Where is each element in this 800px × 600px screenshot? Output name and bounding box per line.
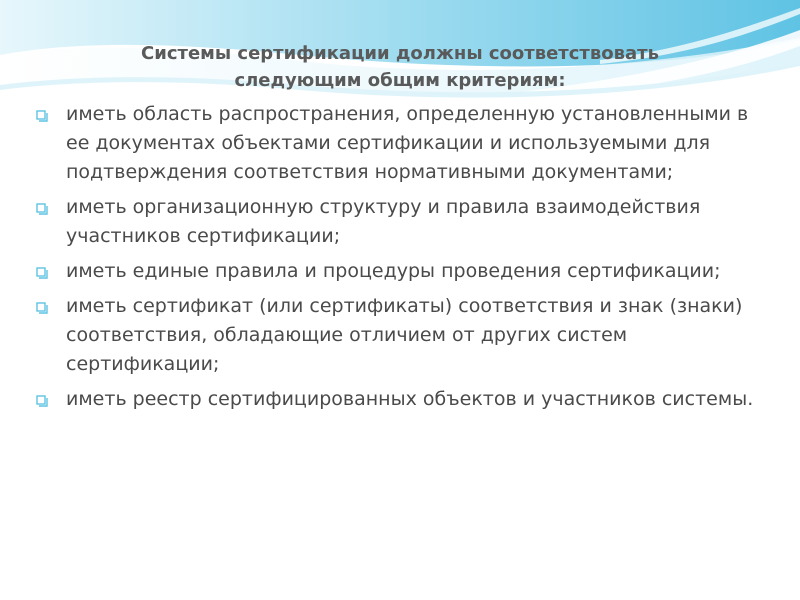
title-line-2: следующим общим критериям: — [234, 70, 566, 91]
list-item — [36, 257, 776, 286]
list-item-text: иметь единые правила и процедуры проведения сертификации; — [66, 260, 721, 282]
list-item — [36, 100, 776, 187]
hollow-square-bullet-icon — [36, 302, 48, 314]
list-item-text: иметь реестр сертифицированных объектов и участников системы. — [66, 388, 754, 410]
hollow-square-bullet-icon — [36, 110, 48, 122]
list-item — [36, 193, 776, 251]
hollow-square-bullet-icon — [36, 267, 48, 279]
hollow-square-bullet-icon — [36, 203, 48, 215]
criteria-list — [36, 100, 776, 420]
list-item-text: иметь организационную структуру и правила взаимодействия участников сертификации; — [66, 196, 701, 247]
hollow-square-bullet-icon — [36, 395, 48, 407]
list-item — [36, 292, 776, 379]
title-line-1: Системы сертификации должны соответствовать — [141, 43, 659, 64]
slide-title — [80, 40, 720, 94]
list-item-text: иметь сертификат (или сертификаты) соответствия и знак (знаки) соответствия, обладающие отличием от других систем сертификации; — [66, 295, 743, 375]
list-item — [36, 385, 776, 414]
list-item-text: иметь область распространения, определенную установленными в ее документах объектами сертификации и используемыми для подтверждения соответствия нормативными документами; — [66, 103, 749, 183]
